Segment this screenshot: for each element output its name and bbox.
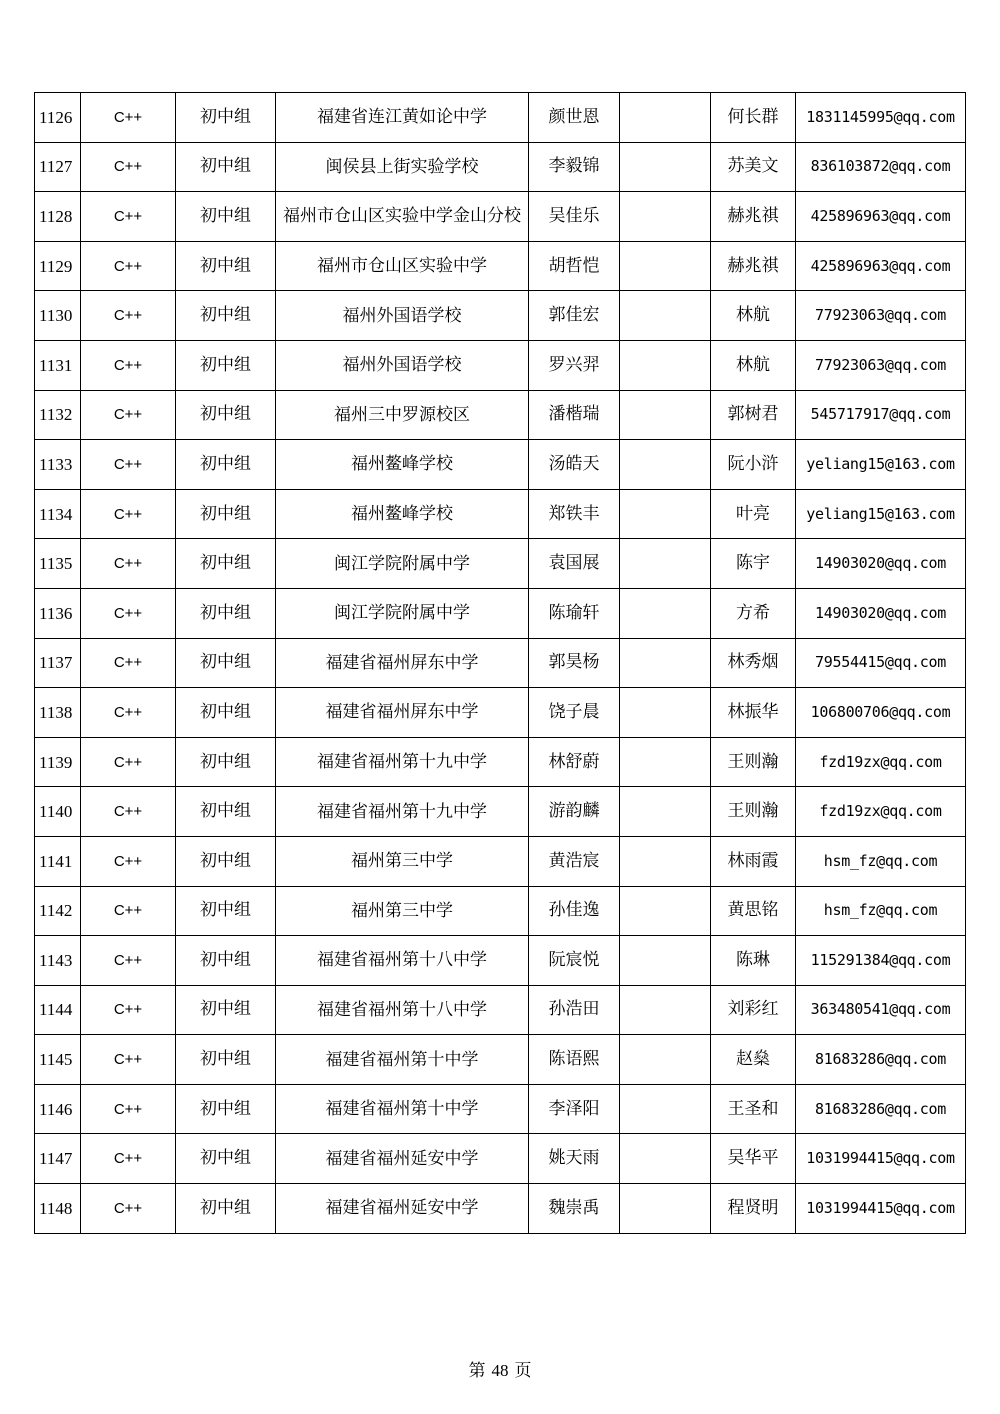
cell-student: 郭佳宏 <box>529 291 620 341</box>
cell-blank <box>620 390 711 440</box>
cell-student: 游韵麟 <box>529 787 620 837</box>
cell-email: 425896963@qq.com <box>796 192 966 242</box>
cell-language: C++ <box>81 489 176 539</box>
cell-email: fzd19zx@qq.com <box>796 787 966 837</box>
table-row <box>35 1184 966 1234</box>
table-row <box>35 588 966 638</box>
cell-teacher: 王圣和 <box>711 1084 796 1134</box>
cell-school: 闽江学院附属中学 <box>276 588 529 638</box>
cell-email: 77923063@qq.com <box>796 340 966 390</box>
cell-group: 初中组 <box>176 688 276 738</box>
cell-school: 福州外国语学校 <box>276 291 529 341</box>
cell-email: 14903020@qq.com <box>796 539 966 589</box>
cell-language: C++ <box>81 985 176 1035</box>
cell-language: C++ <box>81 886 176 936</box>
footer-suffix: 页 <box>514 1361 532 1381</box>
table-row <box>35 1035 966 1085</box>
table-row <box>35 985 966 1035</box>
cell-email: 363480541@qq.com <box>796 985 966 1035</box>
cell-teacher: 赵燊 <box>711 1035 796 1085</box>
cell-student: 阮宸悦 <box>529 936 620 986</box>
cell-teacher: 刘彩红 <box>711 985 796 1035</box>
cell-email: hsm_fz@qq.com <box>796 886 966 936</box>
cell-id: 1140 <box>35 787 81 837</box>
cell-school: 福建省福州延安中学 <box>276 1184 529 1234</box>
cell-language: C++ <box>81 93 176 143</box>
cell-id: 1133 <box>35 440 81 490</box>
cell-blank <box>620 489 711 539</box>
cell-school: 福州市仓山区实验中学金山分校 <box>276 192 529 242</box>
table-row <box>35 1134 966 1184</box>
cell-id: 1139 <box>35 737 81 787</box>
page-number: 48 <box>491 1361 509 1380</box>
cell-school: 福州鳌峰学校 <box>276 489 529 539</box>
cell-teacher: 陈宇 <box>711 539 796 589</box>
cell-email: 106800706@qq.com <box>796 688 966 738</box>
table-row <box>35 489 966 539</box>
cell-teacher: 阮小浒 <box>711 440 796 490</box>
cell-group: 初中组 <box>176 737 276 787</box>
cell-student: 郭昊杨 <box>529 638 620 688</box>
table-row <box>35 241 966 291</box>
cell-teacher: 郭树君 <box>711 390 796 440</box>
cell-id: 1136 <box>35 588 81 638</box>
cell-student: 颜世恩 <box>529 93 620 143</box>
cell-group: 初中组 <box>176 1134 276 1184</box>
cell-id: 1127 <box>35 142 81 192</box>
cell-group: 初中组 <box>176 1184 276 1234</box>
cell-language: C++ <box>81 1134 176 1184</box>
cell-school: 福建省福州第十九中学 <box>276 737 529 787</box>
cell-teacher: 叶亮 <box>711 489 796 539</box>
cell-id: 1145 <box>35 1035 81 1085</box>
cell-language: C++ <box>81 539 176 589</box>
table-row <box>35 440 966 490</box>
cell-teacher: 王则瀚 <box>711 787 796 837</box>
cell-group: 初中组 <box>176 291 276 341</box>
cell-language: C++ <box>81 440 176 490</box>
cell-group: 初中组 <box>176 985 276 1035</box>
cell-school: 福州三中罗源校区 <box>276 390 529 440</box>
cell-id: 1146 <box>35 1084 81 1134</box>
cell-student: 李泽阳 <box>529 1084 620 1134</box>
cell-blank <box>620 737 711 787</box>
cell-teacher: 苏美文 <box>711 142 796 192</box>
cell-school: 福建省福州第十中学 <box>276 1035 529 1085</box>
table-row <box>35 93 966 143</box>
table-row <box>35 688 966 738</box>
table-row <box>35 1084 966 1134</box>
cell-group: 初中组 <box>176 539 276 589</box>
cell-email: 77923063@qq.com <box>796 291 966 341</box>
cell-blank <box>620 340 711 390</box>
cell-language: C++ <box>81 737 176 787</box>
table-row <box>35 886 966 936</box>
cell-teacher: 黄思铭 <box>711 886 796 936</box>
cell-blank <box>620 192 711 242</box>
cell-teacher: 方希 <box>711 588 796 638</box>
cell-language: C++ <box>81 936 176 986</box>
table-row <box>35 390 966 440</box>
cell-group: 初中组 <box>176 936 276 986</box>
table-row <box>35 539 966 589</box>
cell-student: 袁国展 <box>529 539 620 589</box>
cell-teacher: 林秀烟 <box>711 638 796 688</box>
cell-school: 福州第三中学 <box>276 886 529 936</box>
cell-school: 闽江学院附属中学 <box>276 539 529 589</box>
table-row <box>35 291 966 341</box>
cell-student: 李毅锦 <box>529 142 620 192</box>
cell-email: 545717917@qq.com <box>796 390 966 440</box>
cell-id: 1143 <box>35 936 81 986</box>
cell-group: 初中组 <box>176 440 276 490</box>
cell-student: 孙佳逸 <box>529 886 620 936</box>
cell-teacher: 何长群 <box>711 93 796 143</box>
cell-teacher: 赫兆祺 <box>711 241 796 291</box>
cell-group: 初中组 <box>176 638 276 688</box>
cell-blank <box>620 1035 711 1085</box>
cell-school: 福州鳌峰学校 <box>276 440 529 490</box>
cell-group: 初中组 <box>176 1084 276 1134</box>
footer-prefix: 第 <box>468 1361 486 1381</box>
cell-blank <box>620 688 711 738</box>
cell-group: 初中组 <box>176 93 276 143</box>
cell-email: hsm_fz@qq.com <box>796 836 966 886</box>
cell-language: C++ <box>81 1084 176 1134</box>
cell-teacher: 程贤明 <box>711 1184 796 1234</box>
table-row <box>35 836 966 886</box>
cell-student: 罗兴羿 <box>529 340 620 390</box>
cell-student: 陈语熙 <box>529 1035 620 1085</box>
cell-id: 1147 <box>35 1134 81 1184</box>
cell-group: 初中组 <box>176 588 276 638</box>
cell-group: 初中组 <box>176 241 276 291</box>
cell-language: C++ <box>81 192 176 242</box>
cell-group: 初中组 <box>176 836 276 886</box>
cell-group: 初中组 <box>176 390 276 440</box>
cell-student: 林舒蔚 <box>529 737 620 787</box>
cell-email: 1831145995@qq.com <box>796 93 966 143</box>
cell-student: 孙浩田 <box>529 985 620 1035</box>
cell-student: 胡哲恺 <box>529 241 620 291</box>
cell-blank <box>620 93 711 143</box>
cell-group: 初中组 <box>176 489 276 539</box>
cell-id: 1141 <box>35 836 81 886</box>
cell-student: 黄浩宸 <box>529 836 620 886</box>
table-body <box>35 93 966 1234</box>
cell-teacher: 林振华 <box>711 688 796 738</box>
cell-blank <box>620 1084 711 1134</box>
cell-school: 福州外国语学校 <box>276 340 529 390</box>
cell-id: 1137 <box>35 638 81 688</box>
cell-student: 姚天雨 <box>529 1134 620 1184</box>
cell-school: 福建省福州第十八中学 <box>276 936 529 986</box>
cell-id: 1148 <box>35 1184 81 1234</box>
cell-school: 福建省连江黄如论中学 <box>276 93 529 143</box>
cell-blank <box>620 638 711 688</box>
cell-email: 79554415@qq.com <box>796 638 966 688</box>
cell-school: 福建省福州第十中学 <box>276 1084 529 1134</box>
cell-email: 115291384@qq.com <box>796 936 966 986</box>
cell-school: 福建省福州屏东中学 <box>276 638 529 688</box>
cell-email: 81683286@qq.com <box>796 1035 966 1085</box>
cell-language: C++ <box>81 340 176 390</box>
cell-language: C++ <box>81 390 176 440</box>
cell-email: 81683286@qq.com <box>796 1084 966 1134</box>
page-footer <box>0 1356 1000 1381</box>
cell-student: 魏崇禹 <box>529 1184 620 1234</box>
cell-id: 1131 <box>35 340 81 390</box>
cell-language: C++ <box>81 836 176 886</box>
participant-table <box>34 92 966 1234</box>
cell-language: C++ <box>81 588 176 638</box>
cell-blank <box>620 787 711 837</box>
cell-group: 初中组 <box>176 192 276 242</box>
cell-group: 初中组 <box>176 787 276 837</box>
cell-id: 1138 <box>35 688 81 738</box>
cell-id: 1126 <box>35 93 81 143</box>
cell-id: 1129 <box>35 241 81 291</box>
cell-id: 1128 <box>35 192 81 242</box>
cell-blank <box>620 886 711 936</box>
cell-teacher: 陈琳 <box>711 936 796 986</box>
table-row <box>35 737 966 787</box>
cell-blank <box>620 985 711 1035</box>
cell-group: 初中组 <box>176 886 276 936</box>
cell-teacher: 林航 <box>711 291 796 341</box>
cell-id: 1134 <box>35 489 81 539</box>
cell-email: yeliang15@163.com <box>796 489 966 539</box>
cell-blank <box>620 588 711 638</box>
table-row <box>35 936 966 986</box>
cell-school: 福建省福州屏东中学 <box>276 688 529 738</box>
cell-id: 1135 <box>35 539 81 589</box>
cell-blank <box>620 241 711 291</box>
cell-student: 陈瑜轩 <box>529 588 620 638</box>
cell-teacher: 林雨霞 <box>711 836 796 886</box>
cell-email: 14903020@qq.com <box>796 588 966 638</box>
table-row <box>35 192 966 242</box>
cell-email: 425896963@qq.com <box>796 241 966 291</box>
cell-language: C++ <box>81 1035 176 1085</box>
cell-blank <box>620 539 711 589</box>
cell-school: 福建省福州延安中学 <box>276 1134 529 1184</box>
cell-language: C++ <box>81 638 176 688</box>
cell-email: 1031994415@qq.com <box>796 1184 966 1234</box>
cell-teacher: 林航 <box>711 340 796 390</box>
cell-id: 1132 <box>35 390 81 440</box>
cell-student: 汤皓天 <box>529 440 620 490</box>
cell-language: C++ <box>81 787 176 837</box>
cell-blank <box>620 142 711 192</box>
cell-group: 初中组 <box>176 142 276 192</box>
cell-blank <box>620 1134 711 1184</box>
cell-blank <box>620 1184 711 1234</box>
cell-blank <box>620 440 711 490</box>
cell-email: 1031994415@qq.com <box>796 1134 966 1184</box>
cell-group: 初中组 <box>176 1035 276 1085</box>
cell-teacher: 吴华平 <box>711 1134 796 1184</box>
cell-school: 福州第三中学 <box>276 836 529 886</box>
cell-student: 潘楷瑞 <box>529 390 620 440</box>
table-row <box>35 787 966 837</box>
cell-teacher: 王则瀚 <box>711 737 796 787</box>
cell-language: C++ <box>81 688 176 738</box>
cell-language: C++ <box>81 241 176 291</box>
table-row <box>35 638 966 688</box>
cell-blank <box>620 291 711 341</box>
cell-id: 1142 <box>35 886 81 936</box>
cell-email: 836103872@qq.com <box>796 142 966 192</box>
cell-language: C++ <box>81 142 176 192</box>
cell-student: 郑铁丰 <box>529 489 620 539</box>
cell-group: 初中组 <box>176 340 276 390</box>
cell-school: 福建省福州第十九中学 <box>276 787 529 837</box>
cell-email: yeliang15@163.com <box>796 440 966 490</box>
cell-email: fzd19zx@qq.com <box>796 737 966 787</box>
cell-id: 1144 <box>35 985 81 1035</box>
cell-blank <box>620 936 711 986</box>
cell-student: 吴佳乐 <box>529 192 620 242</box>
cell-id: 1130 <box>35 291 81 341</box>
cell-teacher: 赫兆祺 <box>711 192 796 242</box>
table-row <box>35 142 966 192</box>
cell-student: 饶子晨 <box>529 688 620 738</box>
cell-school: 福州市仓山区实验中学 <box>276 241 529 291</box>
table-row <box>35 340 966 390</box>
cell-blank <box>620 836 711 886</box>
cell-language: C++ <box>81 1184 176 1234</box>
cell-school: 闽侯县上街实验学校 <box>276 142 529 192</box>
cell-language: C++ <box>81 291 176 341</box>
cell-school: 福建省福州第十八中学 <box>276 985 529 1035</box>
